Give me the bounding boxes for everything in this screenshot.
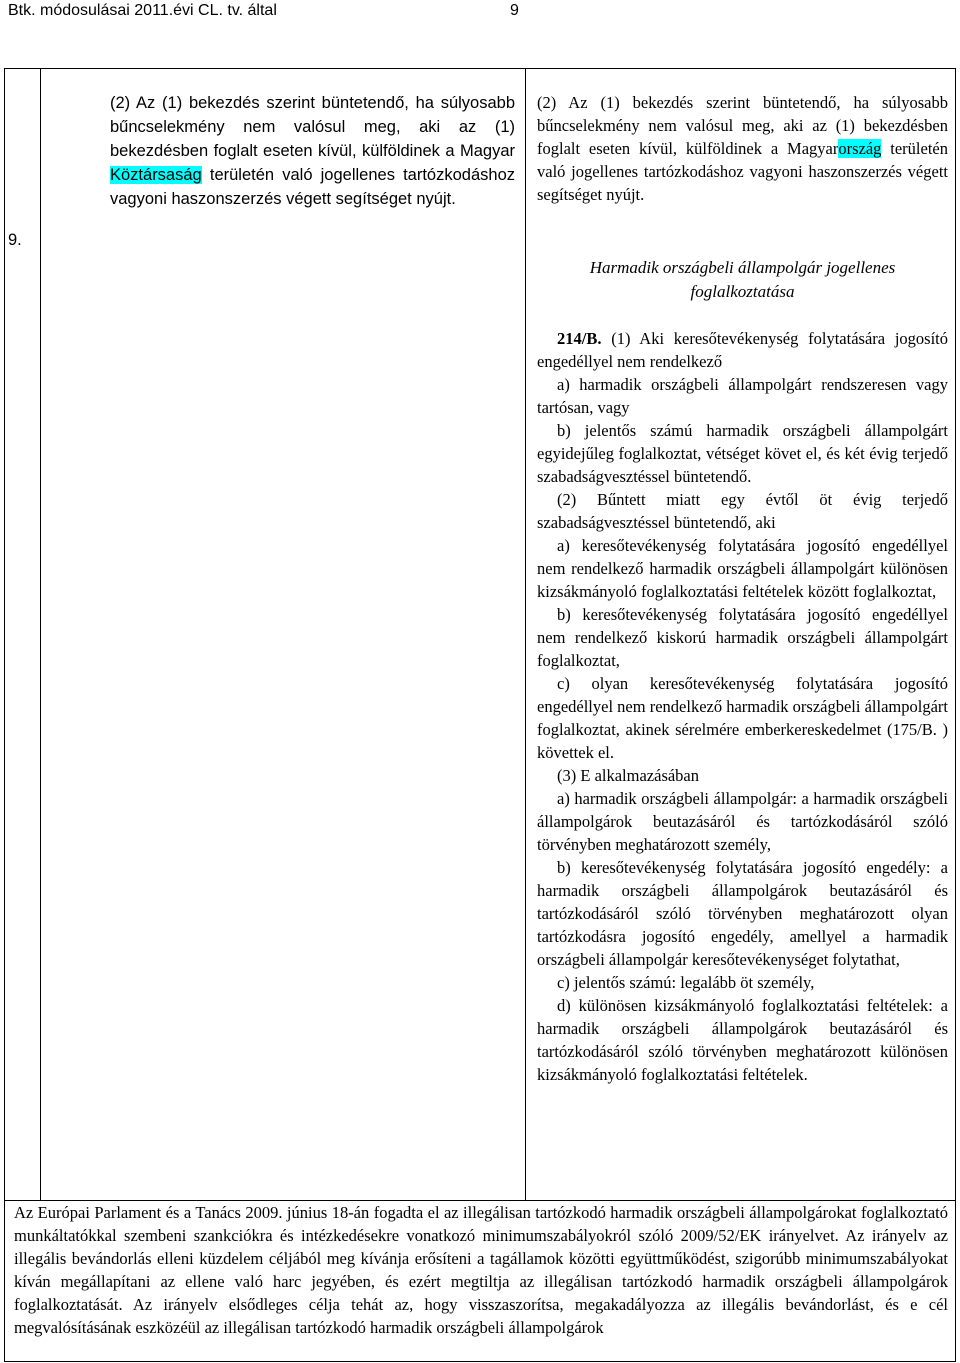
section-paragraph-2: (2) Bűntett miatt egy évtől öt évig terjedő szabadságvesztéssel büntetendő, aki (537, 490, 948, 532)
section-point: b) keresőtevékenység folytatására jogosító engedéllyel nem rendelkező kiskorú harmadik országbeli állampolgárt foglalkoztat, (537, 605, 948, 670)
definition-item: b) keresőtevékenység folytatására jogosító engedély: a harmadik országbeli állampolgárok beutazásáról és tartózkodásáról szóló törvényben meghatározott olyan tartózkodásra jogosító engedély, amellyel a harmadik országbeli állampolgár keresőtevékenységet folytathat, (537, 858, 948, 969)
new-text-highlight: ország (838, 139, 882, 158)
row-number: 9. (8, 231, 22, 249)
document-title: Btk. módosulásai 2011.évi CL. tv. által (8, 2, 277, 19)
table-divider-2 (525, 68, 526, 1201)
definition-item: d) különösen kizsákmányoló foglalkoztatási feltételek: a harmadik országbeli állampolgárok beutazásáról és tartózkodásáról szóló törvényben meghatározott különösen kizsákmányoló foglalkoztatási feltételek. (537, 996, 948, 1084)
definition-item: a) harmadik országbeli állampolgár: a harmadik országbeli állampolgárok beutazásáról és tartózkodásáról szóló törvényben meghatározott személy, (537, 789, 948, 854)
page-number: 9 (510, 2, 519, 19)
old-text-column (110, 91, 515, 211)
old-text-part-1: (2) Az (1) bekezdés szerint büntetendő, ha súlyosabb bűncselekmény nem valósul meg, aki az (1) bekezdésben foglalt eseten kívül, külföldinek a Magyar (110, 94, 515, 160)
section-point: c) olyan keresőtevékenység folytatására jogosító engedéllyel nem rendelkező harmadik országbeli állampolgárt foglalkoztat, akinek sérelmére emberkereskedelmet (175/B. ) követtek el. (537, 674, 948, 762)
new-text-part-2: területén való jogellenes tartózkodáshoz vagyoni haszonszerzés végett segítséget nyújt. (537, 139, 948, 204)
new-text-paragraph-2 (537, 91, 948, 206)
table-divider-1 (40, 68, 41, 1201)
old-text-highlight: Köztársaság (110, 166, 202, 184)
explanatory-note: Az Európai Parlament és a Tanács 2009. június 18-án fogadta el az illegálisan tartózkodó harmadik országbeli állampolgárokat foglalkoztató munkáltatókkal szembeni szankciókra és intézkedésekre vonatkozó minimumszabályokról szóló 2009/52/EK irányelvet. Az irányelv az illegális bevándorlás elleni küzdelem céljából meg kívánja erősíteni a tagállamok közötti együttműködést, szigorúbb minimumszabályokat kíván megállapítani az ellene való harc jegyében, és ezért megtiltja az illegálisan tartózkodó harmadik országbeli állampolgárok foglalkoztatását. Az irányelv elsődleges célja tehát az, hogy visszaszorítsa, megakadályozza az illegális bevándorlást, és e cél megvalósításának eszközéül az illegálisan tartózkodó harmadik országbeli állampolgárok (14, 1203, 948, 1337)
section-paragraph-3: (3) E alkalmazásában (557, 766, 700, 785)
section-paragraph-1: 214/B. (1) Aki keresőtevékenység folytatására jogosító engedéllyel nem rendelkező (537, 329, 948, 371)
new-text-part-1: (2) Az (1) bekezdés szerint büntetendő, ha súlyosabb bűncselekmény nem valósul meg, aki az (1) bekezdésben foglalt eseten kívül, külföldinek a Magyar (537, 93, 948, 158)
section-point: a) harmadik országbeli állampolgárt rendszeresen vagy tartósan, vagy (537, 375, 948, 417)
new-section-214b (537, 327, 948, 1086)
section-subtitle: Harmadik országbeli állampolgár jogellenes foglalkoztatása (589, 258, 896, 301)
section-point: b) jelentős számú harmadik országbeli állampolgárt egyidejűleg foglalkoztat, vétséget követ el, és két évig terjedő szabadságvesztéssel büntetendő. (537, 421, 948, 486)
definition-item: c) jelentős számú: legalább öt személy, (557, 973, 815, 992)
old-text-part-2: területén való jogellenes tartózkodáshoz vagyoni haszonszerzés végett segítséget nyújt. (110, 166, 515, 208)
section-point: a) keresőtevékenység folytatására jogosító engedéllyel nem rendelkező harmadik országbeli állampolgárt különösen kizsákmányoló foglalkoztatási feltételek között foglalkoztat, (537, 536, 948, 601)
section-label: 214/B. (557, 329, 602, 348)
